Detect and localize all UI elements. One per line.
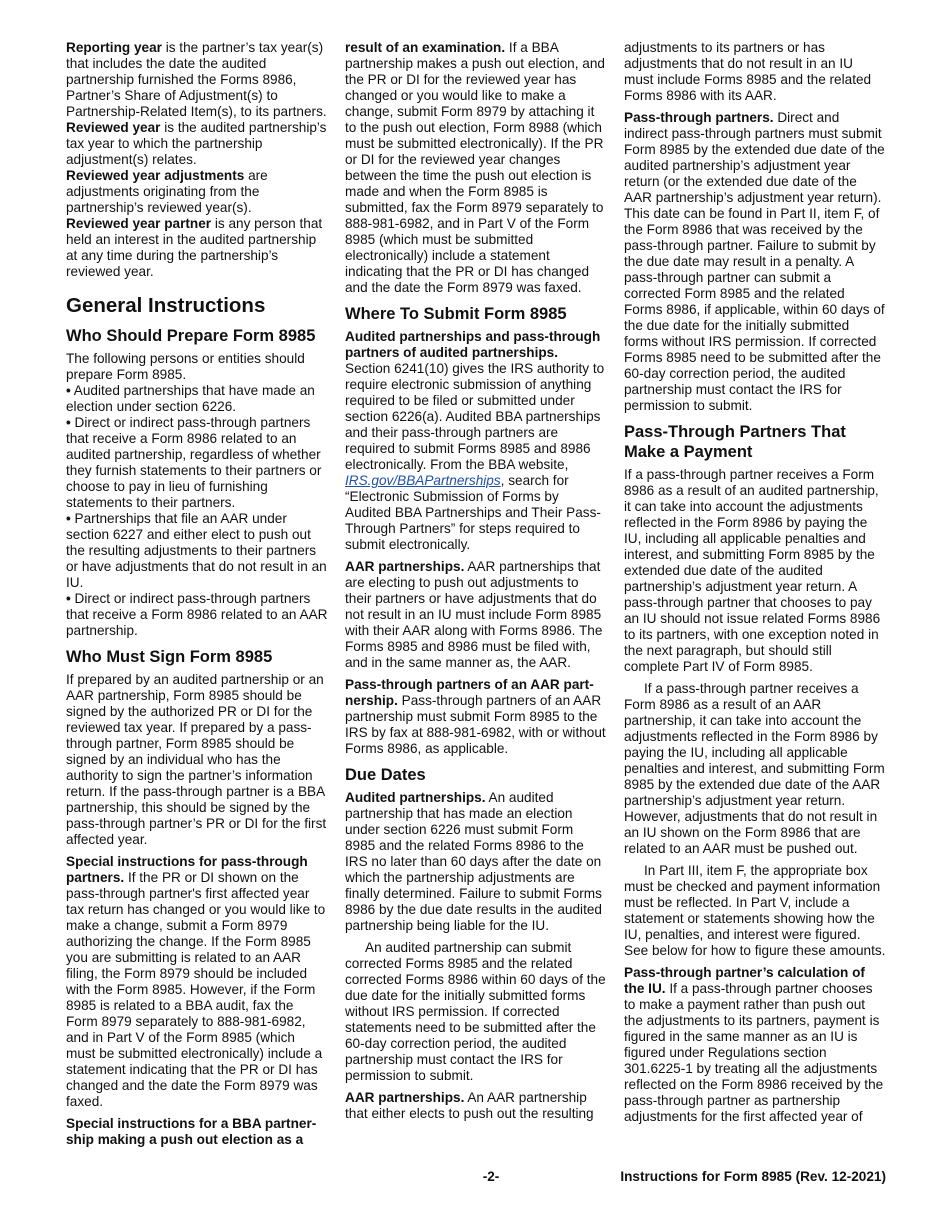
definition: is any person that held an interest in the audited partnership at any time during the partnership’s reviewed year. (66, 216, 323, 279)
aar-continued: adjustments to its partners or has adjustments that do not result in an IU must include Forms 8985 and the related Forms 8986 with its AAR. (624, 40, 872, 103)
column-1 (66, 40, 328, 1148)
due-dates-heading: Due Dates (345, 766, 426, 784)
list-item: • Audited partnerships that have made an election under section 6226. (66, 383, 315, 414)
pass-through-aar-submit: Pass-through partners of an AAR partnership. Pass-through partners of an AAR partnership must submit Form 8985 to the IRS by fax at 888-981-6982, with or without Forms 8986, as applicable. (345, 677, 606, 756)
special-instructions-bba (66, 1116, 328, 1148)
form-title: Instructions for Form 8985 (Rev. 12-2021) (620, 1169, 886, 1184)
list-item: • Direct or indirect pass-through partners that receive a Form 8986 related to an AAR partnership. (66, 591, 328, 638)
page-number: -2- (482, 1169, 500, 1184)
due-pass-through-partners: Pass-through partners. Direct and indirect pass-through partners must submit Form 8985 by the extended due date of the audited partnership’s adjustment year return (or the extended due date of the AAR partnership’s adjustment year return). This date can be found in Part II, item F, of the Form 8986 that was received by the pass-through partner. Failure to submit by the due date may result in a penalty. A pass-through partner can submit a corrected Form 8985 and the related Forms 8986, if applicable, within 60 days of the due date for the initially submitted forms without IRS permission. If corrected Forms 8985 need to be submitted after the 60-day correction period, the audited partnership must contact the IRS for permission to submit. (624, 110, 885, 413)
term: Audited partnerships. (345, 790, 486, 805)
calculation-of-iu: Pass-through partner’s calculation of the IU. If a pass-through partner chooses to make a payment rather than push out the adjustments to its partners, payment is figured in the same manner as an IU is figured under Regulations section 301.6225-1 by treating all the adjustments reflected on the Form 8986 received by the pass-through partner as partnership adjustments for the first affected year of (624, 965, 884, 1124)
term: Special instructions for pass-through partners. (66, 854, 308, 885)
who-must-sign-heading: Who Must Sign Form 8985 (66, 648, 273, 666)
def-reviewed-year-partner (66, 216, 328, 280)
who-should-prepare-heading: Who Should Prepare Form 8985 (66, 327, 316, 345)
term: AAR partnerships. (345, 559, 465, 574)
audited-partnerships-submit: Audited partnerships and pass-through partners of audited partnerships. Section 6241(10) gives the IRS authority to require electronic submission of anything required to be filed or submitted under section 6226(a). Audited BBA partnerships and their pass-through partners are required to submit Forms 8985 and 8986 electronically. From the BBA website, IRS.gov/BBAPartnerships, search for “Electronic Submission of Forms by Audited BBA Partnerships and Their Pass-Through Partners” for steps required to submit electronically. (345, 329, 605, 552)
payment-paragraph-3: In Part III, item F, the appropriate box must be checked and payment information must be reflected. In Part V, include a statement or statements showing how the IU, penalties, and interest were figured. See below for how to figure these amounts. (624, 863, 886, 958)
due-audited-partnerships: Audited partnerships. An audited partnership that has made an election under section 6226 must submit Form 8985 and the related Forms 8986 to the IRS no later than 60 days after the date on which the partnership adjustments are finally determined. Failure to submit Forms 8986 by the due date results in the audited partnership being liable for the IU. (345, 790, 602, 933)
definition: are adjustments originating from the partnership’s reviewed year(s). (66, 168, 268, 215)
where-to-submit-heading: Where To Submit Form 8985 (345, 305, 567, 323)
term: Pass-through partners. (624, 110, 774, 125)
bullet-icon: • (66, 383, 71, 398)
term: Pass-through partners of an AAR partnership. (345, 677, 594, 708)
bullet-icon: • (66, 415, 71, 430)
payment-paragraph-2: If a pass-through partner receives a Form 8986 as a result of an AAR partnership, it can take into account the adjustments reflected in the Form 8986 by paying the IU, including all applicable penalties and interest, and submitting Form 8985 by the extended due date of the AAR partnership’s adjustment year return. However, adjustments that do not result in an IU shown on the Form 8986 that are related to an AAR must be pushed out. (624, 681, 885, 856)
def-reporting-year (66, 40, 328, 120)
paragraph: If the PR or DI shown on the pass-through partner's first affected year tax return has changed or you would like to make a change, submit a Form 8979 authorizing the change. If the Form 8985 you are submitting is related to an AAR filing, the Form 8979 should be included with the Form 8985. However, if the Form 8985 is related to a BBA audit, fax the Form 8979 separately to 888-981-6982, and in Part V of the Form 8985 (which must be submitted electronically) include a statement indicating that the PR or DI has changed and the date the Form 8979 was faxed. (66, 870, 326, 1109)
definition: is the partner’s tax year(s) that includes the date the audited partnership furnished the Forms 8986, Partner’s Share of Adjustment(s) to Partnership-Related Item(s), to its partners. (66, 40, 327, 119)
list-item: • Partnerships that file an AAR under section 6227 and either elect to push out the resulting adjustments to their partners or have adjustments that do not result in an IU. (66, 511, 327, 590)
term: Reviewed year (66, 120, 161, 135)
definition: is the audited partnership’s tax year to which the partnership adjustment(s) relates. (66, 120, 327, 167)
payment-paragraph-1: If a pass-through partner receives a Form 8986 as a result of an audited partnership, it can take into account the adjustments reflected in the Form 8986 by paying the IU, including all applicable penalties and interest, and submitting Form 8985 by the extended due date of the audited partnership’s adjustment year return. A pass-through partner that chooses to pay an IU should not issue related Forms 8986 to its partners, with one exception noted in the next paragraph, but should still complete Part IV of Form 8985. (624, 467, 881, 674)
general-instructions-heading: General Instructions (66, 294, 266, 317)
bullet-icon: • (66, 511, 71, 526)
due-aar-partnerships: AAR partnerships. An AAR partnership that either elects to push out the resulting (345, 1090, 594, 1121)
page-footer (66, 1169, 886, 1187)
def-reviewed-year-adjustments (66, 168, 328, 216)
term: Reviewed year adjustments (66, 168, 245, 183)
who-sign-text: If prepared by an audited partnership or an AAR partnership, Form 8985 should be signed by the authorized PR or DI for the reviewed tax year. If prepared by a pass-through partner, Form 8985 should be signed by an individual who has the authority to sign the partner’s information return. If the pass-through partner is a BBA partnership, this should be signed by the pass-through partner’s PR or DI for the first affected year. (66, 672, 327, 847)
special-instructions-pass-through (66, 854, 328, 1110)
bba-push-out-continued (345, 40, 607, 296)
bba-partnerships-link[interactable]: IRS.gov/BBAPartnerships (345, 473, 501, 488)
term: Reporting year (66, 40, 162, 55)
pass-through-payment-heading: Pass-Through Partners That Make a Payment (624, 423, 846, 461)
term: Audited partnerships and pass-through partners of audited partnerships. (345, 329, 601, 360)
term: AAR partnerships. (345, 1090, 465, 1105)
def-reviewed-year (66, 120, 328, 168)
bullet-icon: • (66, 591, 71, 606)
term: result of an examination. (345, 40, 506, 55)
paragraph: If a BBA partnership makes a push out election, and the PR or DI for the reviewed year has changed or you would like to make a change, submit Form 8979 by attaching it to the push out election, Form 8988 (which must be submitted electronically). If the PR or DI for the reviewed year changes between the time the push out election is made and when the Form 8985 is submitted, fax the Form 8979 separately to 888-981-6982, and in Part V of the Form 8985 (which must be submitted electronically) include a statement indicating that the PR or DI has changed and the date the Form 8979 was faxed. (345, 40, 605, 295)
aar-partnerships-submit: AAR partnerships. AAR partnerships that are electing to push out adjustments to their partners or have adjustments that do not result in an IU must include Form 8985 with their AAR along with Forms 8986. The Forms 8985 and 8986 must be filed with, and in the same manner as, the AAR. (345, 559, 603, 670)
due-audited-corrections: An audited partnership can submit corrected Forms 8985 and the related corrected Forms 8986 within 60 days of the due date for the initially submitted forms without IRS permission. If corrected statements need to be submitted after the 60-day correction period, the audited partnership must contact the IRS for permission to submit. (345, 940, 606, 1083)
column-3 (624, 40, 886, 1125)
term: Reviewed year partner (66, 216, 212, 231)
column-2 (345, 40, 607, 1122)
who-prepare-intro: The following persons or entities should prepare Form 8985. (66, 351, 305, 382)
list-item: • Direct or indirect pass-through partners that receive a Form 8986 related to an audited partnership, regardless of whether they furnish statements to their partners or choose to pay in lieu of furnishing statements to their partners. (66, 415, 322, 510)
term: Pass-through partner’s calculation of the IU. (624, 965, 865, 996)
term: Special instructions for a BBA partnership making a push out election as a (66, 1116, 317, 1147)
